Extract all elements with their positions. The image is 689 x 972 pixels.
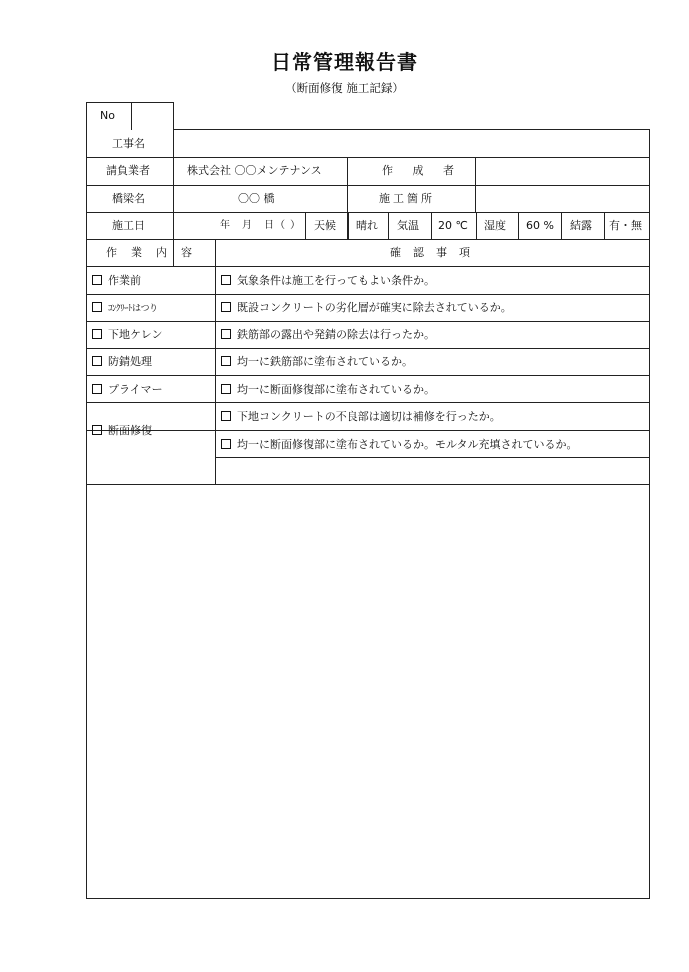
rule-bottom bbox=[86, 898, 650, 899]
dew-label: 結露 bbox=[570, 219, 592, 232]
work-item-surface-prep[interactable]: 下地ケレン bbox=[92, 328, 163, 342]
project-field[interactable] bbox=[178, 137, 644, 151]
checkbox-icon[interactable] bbox=[92, 302, 102, 312]
rule-check3-top bbox=[86, 348, 650, 349]
check-item-rebar[interactable]: 鉄筋部の露出や発錆の除去は行ったか。 bbox=[221, 328, 435, 342]
contractor-label: 請負業者 bbox=[106, 164, 150, 177]
rule-temp-label bbox=[388, 212, 389, 240]
checkbox-icon[interactable] bbox=[92, 384, 102, 394]
rule-temp-value bbox=[431, 212, 432, 240]
checkbox-icon[interactable] bbox=[221, 356, 231, 366]
date-label: 施工日 bbox=[112, 219, 145, 232]
work-item-primer[interactable]: プライマー bbox=[92, 383, 163, 397]
weather-value: 晴れ bbox=[356, 219, 378, 232]
location-field[interactable] bbox=[480, 192, 645, 206]
checkbox-icon[interactable] bbox=[221, 411, 231, 421]
rule-check4-top bbox=[86, 375, 650, 376]
check-item-mortar[interactable]: 均一に断面修復部に塗布されているか。モルタル充填されているか。 bbox=[221, 438, 578, 452]
humidity-value: 60 % bbox=[526, 219, 554, 232]
checkbox-icon[interactable] bbox=[221, 384, 231, 394]
rule-row2-top bbox=[86, 157, 650, 158]
no-field[interactable] bbox=[136, 109, 170, 123]
rule-weather-value bbox=[348, 212, 349, 240]
rule-humidity-label bbox=[476, 212, 477, 240]
check-item-primer-coat[interactable]: 均一に断面修復部に塗布されているか。 bbox=[221, 383, 435, 397]
check-item-rebar-coat[interactable]: 均一に鉄筋部に塗布されているか。 bbox=[221, 355, 413, 369]
checkbox-icon[interactable] bbox=[221, 275, 231, 285]
check-item-substrate[interactable]: 下地コンクリートの不良部は適切は補修を行ったか。 bbox=[221, 410, 501, 424]
rule-row5-top bbox=[86, 239, 650, 240]
check-item-weather[interactable]: 気象条件は施工を行ってもよい条件か。 bbox=[221, 274, 435, 288]
dew-value[interactable]: 有・無 bbox=[609, 219, 642, 232]
rule-right bbox=[649, 129, 650, 899]
checkbox-icon[interactable] bbox=[92, 425, 102, 435]
bridge-label: 橋梁名 bbox=[112, 192, 145, 205]
report-subtitle: （断面修復 施工記録） bbox=[285, 81, 404, 95]
rule-check6-mid bbox=[215, 457, 650, 458]
rule-check2-top bbox=[86, 321, 650, 322]
rule-row4-top bbox=[86, 212, 650, 213]
temp-label: 気温 bbox=[397, 219, 419, 232]
rule-check5-top bbox=[86, 402, 650, 403]
rule-humidity-value bbox=[518, 212, 519, 240]
report-title: 日常管理報告書 bbox=[271, 50, 418, 74]
no-label: No bbox=[100, 109, 115, 122]
rule-notes-top bbox=[86, 484, 650, 485]
confirm-header: 確認事項 bbox=[390, 246, 482, 259]
work-item-rustproof[interactable]: 防錆処理 bbox=[92, 355, 152, 369]
rule-check6-top bbox=[86, 430, 650, 431]
work-header: 作業内容 bbox=[106, 246, 206, 259]
rule-no-divider bbox=[131, 102, 132, 130]
rule-check1-top bbox=[86, 294, 650, 295]
work-item-pre[interactable]: 作業前 bbox=[92, 274, 141, 288]
rule-left bbox=[86, 102, 87, 899]
work-item-chipping[interactable]: ｺﾝｸﾘｰﾄはつり bbox=[92, 301, 158, 316]
location-label: 施工箇所 bbox=[379, 192, 435, 205]
rule-no-top bbox=[86, 102, 173, 103]
rule-col-mid2 bbox=[475, 157, 476, 213]
check-item-deterioration[interactable]: 既設コンクリートの劣化層が確実に除去されているか。 bbox=[221, 301, 512, 315]
project-label: 工事名 bbox=[112, 137, 145, 150]
contractor-value: 株式会社 〇〇メンテナンス bbox=[187, 164, 322, 177]
report-form bbox=[86, 102, 650, 899]
humidity-label: 湿度 bbox=[484, 219, 506, 232]
notes-area[interactable] bbox=[90, 488, 644, 892]
checkbox-icon[interactable] bbox=[221, 329, 231, 339]
author-field[interactable] bbox=[480, 164, 645, 178]
checkbox-icon[interactable] bbox=[221, 439, 231, 449]
rule-dew-label bbox=[561, 212, 562, 240]
rule-row3-top bbox=[86, 185, 650, 186]
checkbox-icon[interactable] bbox=[221, 302, 231, 312]
author-label: 作 成 者 bbox=[382, 164, 462, 177]
work-item-section-repair[interactable]: 断面修復 bbox=[92, 424, 152, 438]
rule-date-weather bbox=[305, 212, 306, 240]
rule-label-col bbox=[173, 102, 174, 267]
rule-dew-value bbox=[604, 212, 605, 240]
checkbox-icon[interactable] bbox=[92, 329, 102, 339]
rule-check-col bbox=[215, 239, 216, 485]
rule-check-header-top bbox=[86, 266, 650, 267]
bridge-value: 〇〇 橋 bbox=[238, 192, 275, 205]
rule-row1-top bbox=[173, 129, 650, 130]
checkbox-icon[interactable] bbox=[92, 275, 102, 285]
date-field[interactable]: 年 月 日（ ） bbox=[220, 220, 302, 231]
temp-value: 20 ℃ bbox=[438, 219, 468, 232]
weather-label: 天候 bbox=[314, 219, 336, 232]
checkbox-icon[interactable] bbox=[92, 356, 102, 366]
